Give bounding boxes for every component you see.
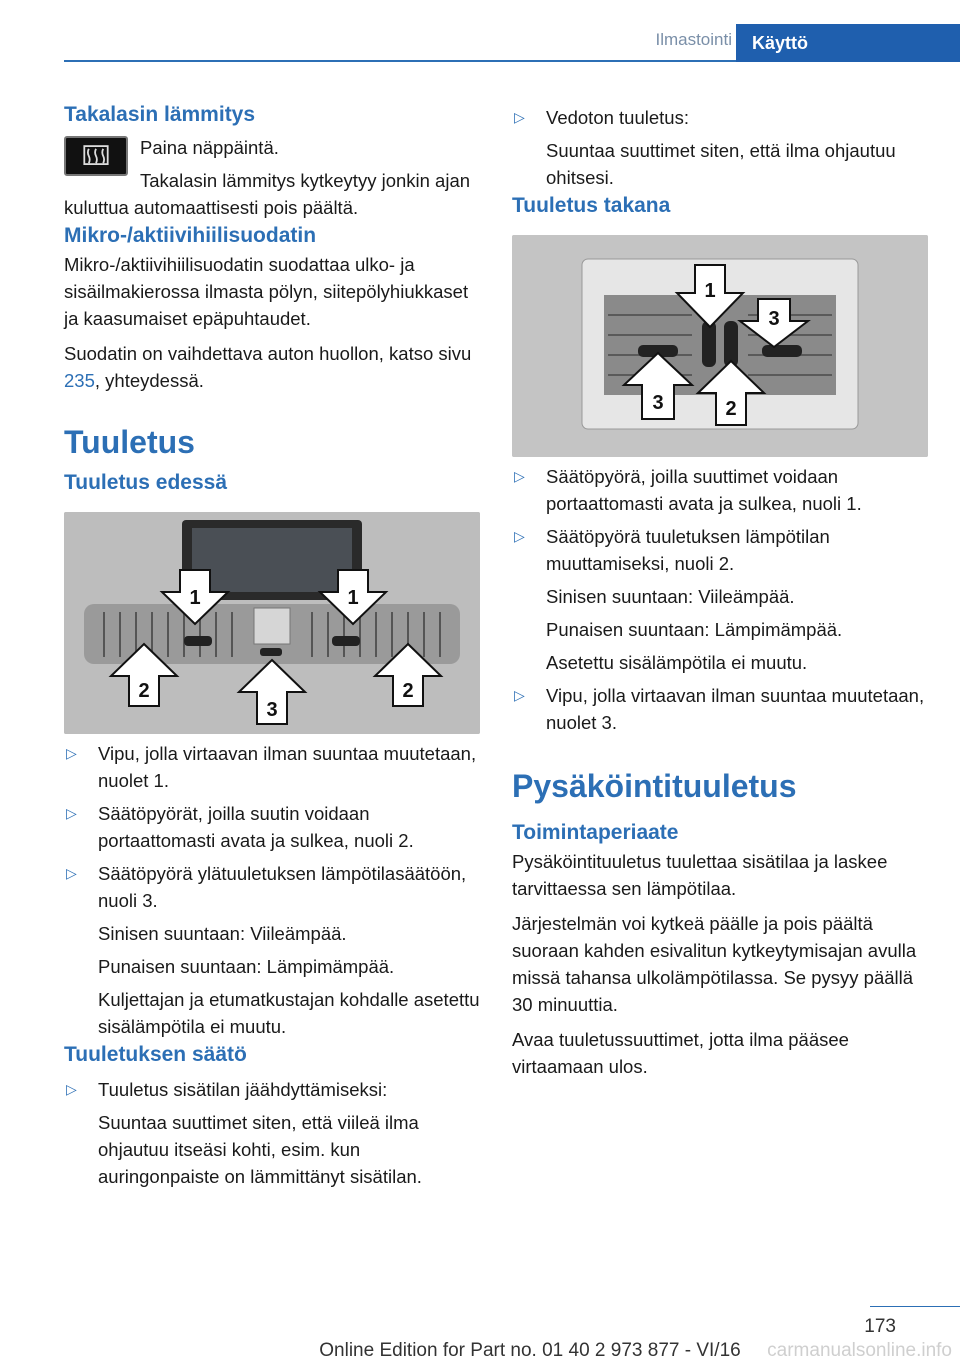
- list-item: ▷ Säätöpyörä, joilla suuttimet voidaan portaattomasti avata ja sulkea, nuoli 1.: [512, 463, 928, 517]
- header-section[interactable]: Ilmastointi: [655, 30, 732, 49]
- front-vent-figure: [64, 512, 480, 734]
- list-item: ▷ Vipu, jolla virtaavan ilman suuntaa muutetaan, nuolet 1.: [64, 740, 480, 794]
- park-p2: Järjestelmän voi kytkeä päälle ja pois päältä suoraan kahden esivalitun kytkeytymisajan avulla missä tahansa ulkolämpötilassa. Se pysyy päällä 30 minuuttia.: [512, 913, 917, 1015]
- list-item: ▷ Säätöpyörät, joilla suutin voidaan portaattomasti avata ja sulkea, nuoli 2.: [64, 800, 480, 854]
- rear-vent-list: [512, 463, 928, 736]
- page-number: 173: [864, 1316, 896, 1337]
- triangle-bullet-icon: ▷: [514, 468, 525, 484]
- filter-title: Mikro-/aktiivihiilisuodatin: [64, 224, 317, 247]
- vent-title: Tuuletus: [64, 424, 195, 460]
- triangle-bullet-icon: ▷: [514, 109, 525, 125]
- front-label-3: 3: [266, 699, 278, 721]
- front-vent-list: [64, 740, 480, 1040]
- front-vent-title: Tuuletus edessä: [64, 471, 227, 494]
- edition-line: Online Edition for Part no. 01 40 2 973 877 - VI/16: [319, 1340, 741, 1361]
- triangle-bullet-icon: ▷: [66, 1081, 77, 1097]
- front-label-1a: 1: [189, 587, 201, 609]
- triangle-bullet-icon: ▷: [514, 687, 525, 703]
- rear-heat-block: [64, 134, 480, 221]
- rear-defrost-button-icon: [64, 136, 128, 176]
- rear-label-2: 2: [725, 398, 737, 420]
- footer-rule: [870, 1306, 960, 1307]
- triangle-bullet-icon: ▷: [66, 865, 77, 881]
- front-label-2b: 2: [402, 680, 414, 702]
- triangle-bullet-icon: ▷: [66, 745, 77, 761]
- filter-p2-a: Suodatin on vaihdettava auton huollon, katso sivu: [64, 343, 472, 364]
- page-link[interactable]: 235: [64, 370, 95, 391]
- list-item: ▷ Vedoton tuuletus: Suuntaa suuttimet siten, että ilma ohjautuu ohitsesi.: [512, 104, 928, 191]
- watermark: carmanualsonline.info: [767, 1340, 952, 1361]
- rear-label-1: 1: [704, 280, 716, 302]
- filter-p2: [64, 340, 480, 394]
- list-item: ▷ Vipu, jolla virtaavan ilman suuntaa muutetaan, nuolet 3.: [512, 682, 928, 736]
- park-p1: Pysäköintituuletus tuulettaa sisätilaa ja laskee tarvittaessa sen lämpötilaa.: [512, 851, 888, 899]
- triangle-bullet-icon: ▷: [66, 805, 77, 821]
- left-column: [64, 100, 480, 1190]
- principle-title: Toimintaperiaate: [512, 821, 679, 844]
- right-column: [512, 100, 928, 1080]
- filter-p2-b: , yhteydessä.: [94, 370, 204, 391]
- rear-label-3b: 3: [652, 392, 664, 414]
- triangle-bullet-icon: ▷: [514, 528, 525, 544]
- list-item: ▷ Tuuletus sisätilan jäähdyttämiseksi: Suuntaa suuttimet siten, että viileä ilma ohjautuu itseäsi kohti, esim. kun auringonpaiste on lämmittänyt sisätilan.: [64, 1076, 480, 1190]
- rear-heat-p1: Paina näppäintä.: [140, 137, 279, 158]
- front-label-1b: 1: [347, 587, 359, 609]
- park-p3: Avaa tuuletussuuttimet, jotta ilma pääsee virtaamaan ulos.: [512, 1029, 849, 1077]
- control-list: [64, 1076, 480, 1190]
- rear-heat-p2: Takalasin lämmitys kytkeytyy jonkin ajan kuluttua automaattisesti pois päältä.: [64, 170, 471, 218]
- rear-vent-figure: [512, 235, 928, 457]
- rear-vent-title: Tuuletus takana: [512, 194, 671, 217]
- header-tab[interactable]: Käyttö: [736, 24, 960, 62]
- list-item: ▷ Säätöpyörä ylätuuletuksen lämpötilasäätöön, nuoli 3. Sinisen suuntaan: Viileämpää. Punaisen suuntaan: Lämpimämpää. Kuljettajan ja etumatkustajan kohdalle asetettu sisälämpötila ei muutu.: [64, 860, 480, 1040]
- filter-p1: Mikro-/aktiivihiilisuodatin suodattaa ulko- ja sisäilmakierossa ilmasta pölyn, siitepölyhiukkaset ja kaasumaiset epäpuhtaudet.: [64, 254, 469, 329]
- rear-label-3a: 3: [768, 308, 780, 330]
- list-item: ▷ Säätöpyörä tuuletuksen lämpötilan muuttamiseksi, nuoli 2. Sinisen suuntaan: Viileämpää. Punaisen suuntaan: Lämpimämpää. Asetettu sisälämpötila ei muutu.: [512, 523, 928, 676]
- rear-heat-title: Takalasin lämmitys: [64, 103, 256, 126]
- front-label-2a: 2: [138, 680, 150, 702]
- control-title: Tuuletuksen säätö: [64, 1043, 247, 1066]
- draft-list: [512, 104, 928, 191]
- parking-vent-title: Pysäköintituuletus: [512, 768, 797, 804]
